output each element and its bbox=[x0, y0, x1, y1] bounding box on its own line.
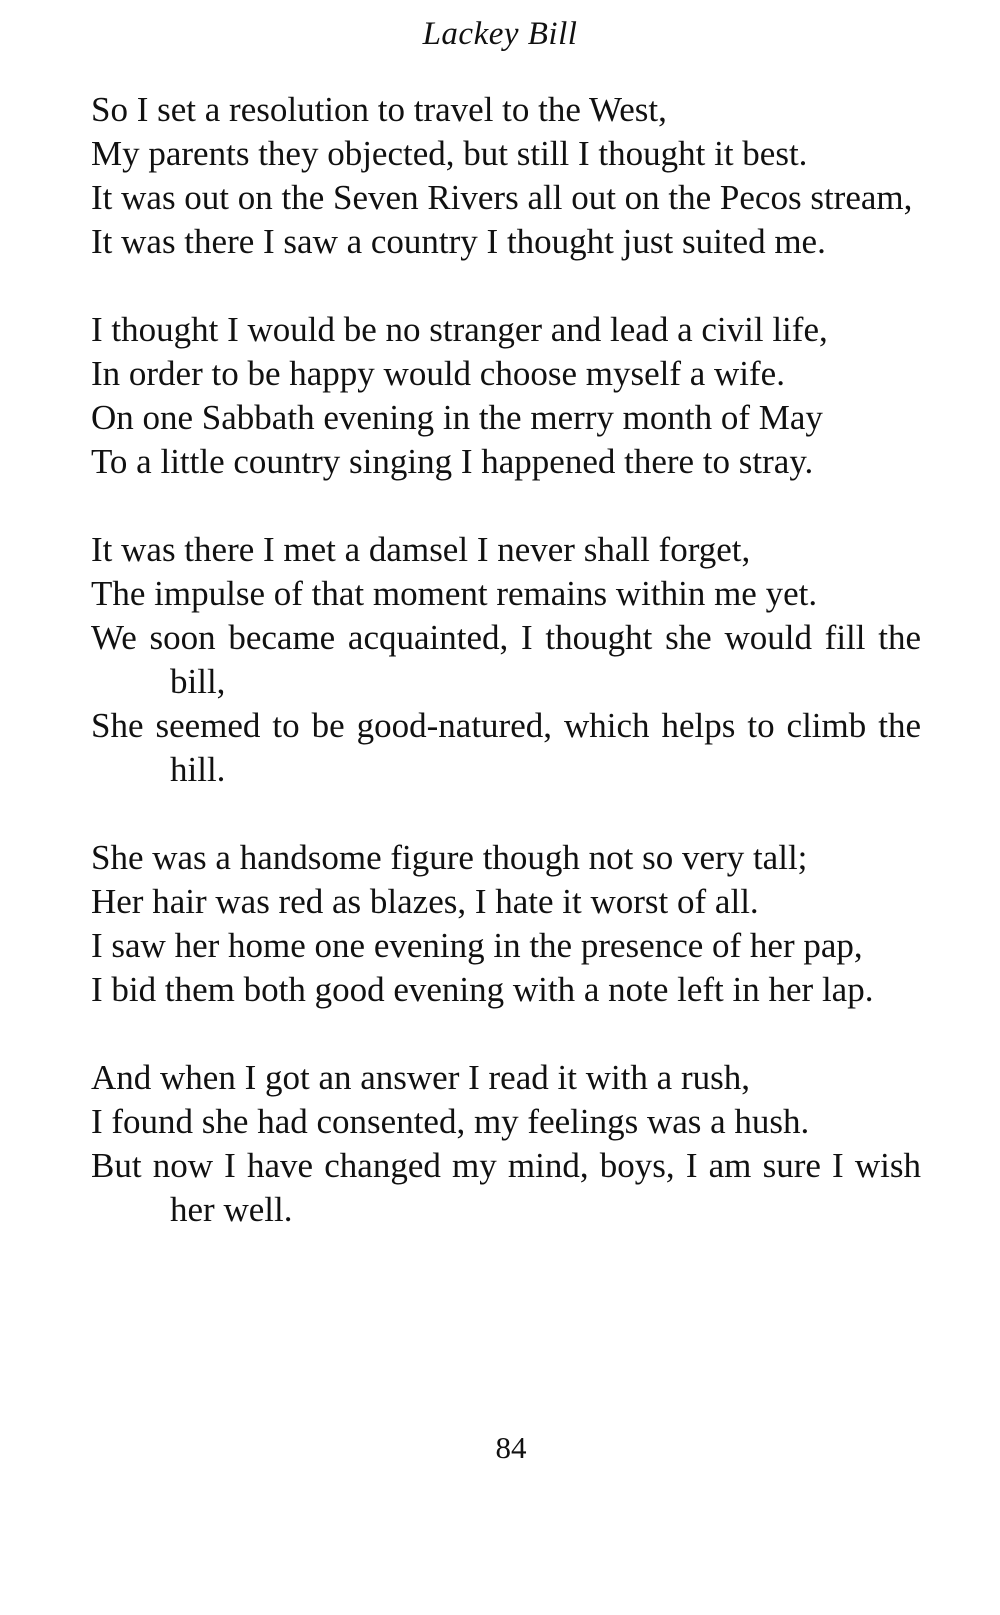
poem-line: But now I have changed my mind, boys, I am sure I wish her well. bbox=[91, 1146, 921, 1229]
poem-line: I bid them both good evening with a note left in her lap. bbox=[91, 970, 874, 1009]
page-number: 84 bbox=[495, 1430, 527, 1465]
poem-line: It was there I met a damsel I never shall forget, bbox=[91, 530, 751, 569]
poem-line: So I set a resolution to travel to the West, bbox=[91, 90, 667, 129]
stanza-5 bbox=[91, 1056, 921, 1232]
stanza-2 bbox=[91, 308, 921, 484]
poem-line: I found she had consented, my feelings was a hush. bbox=[91, 1102, 810, 1141]
poem-line: And when I got an answer I read it with a rush, bbox=[91, 1058, 750, 1097]
poem-line: The impulse of that moment remains within me yet. bbox=[91, 574, 818, 613]
poem-line: To a little country singing I happened there to stray. bbox=[91, 442, 814, 481]
poem-line: She seemed to be good-natured, which helps to climb the hill. bbox=[91, 706, 921, 789]
stanza-3 bbox=[91, 528, 921, 792]
poem-line: Her hair was red as blazes, I hate it worst of all. bbox=[91, 882, 759, 921]
poem-line: In order to be happy would choose myself a wife. bbox=[91, 354, 785, 393]
poem-line: I saw her home one evening in the presence of her pap, bbox=[91, 926, 863, 965]
running-title: Lackey Bill bbox=[422, 16, 578, 52]
poem-line: My parents they objected, but still I thought it best. bbox=[91, 134, 808, 173]
poem-body bbox=[91, 88, 921, 1232]
poem-line: I thought I would be no stranger and lead a civil life, bbox=[91, 310, 828, 349]
poem-line: We soon became acquainted, I thought she would fill the bill, bbox=[91, 618, 921, 701]
poem-line: It was there I saw a country I thought just suited me. bbox=[91, 222, 826, 261]
poem-line: It was out on the Seven Rivers all out on the Pecos stream, bbox=[91, 178, 913, 217]
stanza-1 bbox=[91, 88, 921, 264]
stanza-4 bbox=[91, 836, 921, 1012]
poem-line: She was a handsome figure though not so very tall; bbox=[91, 838, 808, 877]
poem-line: On one Sabbath evening in the merry month of May bbox=[91, 398, 823, 437]
